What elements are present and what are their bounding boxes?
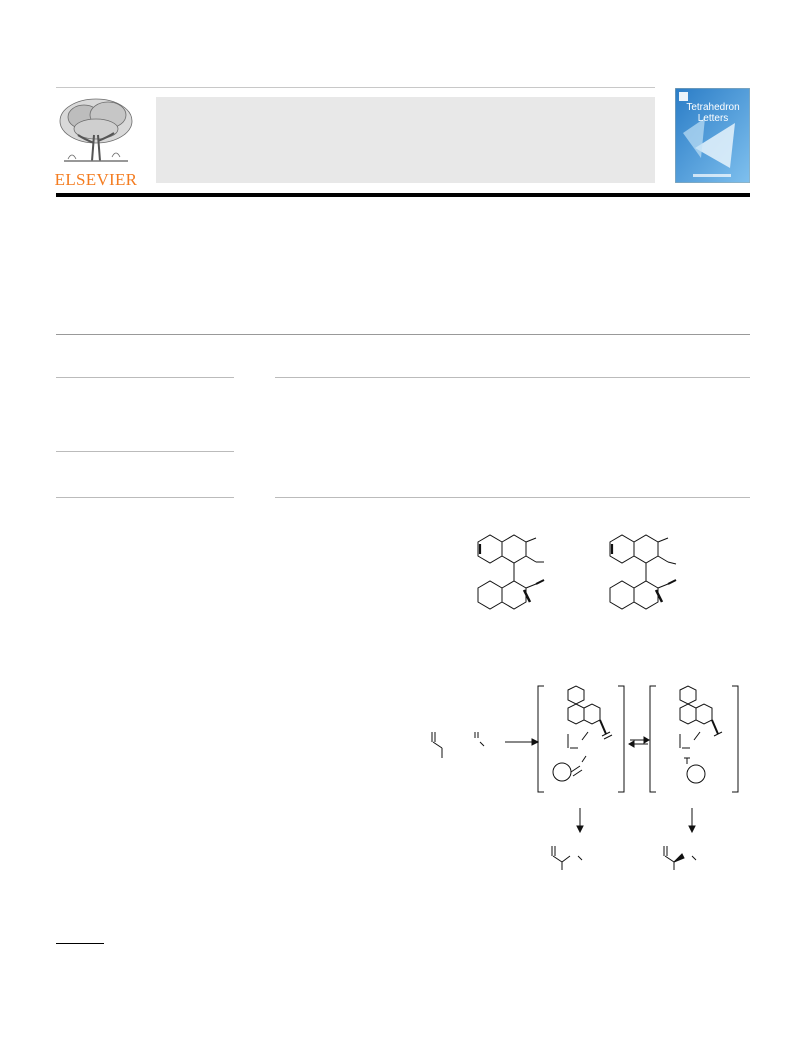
journal-banner: [156, 97, 655, 183]
article-info-rule-2: [56, 451, 234, 452]
abstract-top-rule: [275, 377, 750, 378]
binaphthyl-structures: [460, 528, 720, 618]
publisher-logo: [54, 95, 138, 167]
title-bottom-rule: [56, 334, 750, 335]
top-rule: [56, 87, 655, 88]
tree-logo-icon: [54, 95, 138, 167]
article-info-rule-1: [56, 377, 234, 378]
header-thick-rule: [56, 193, 750, 197]
journal-cover[interactable]: [675, 88, 750, 183]
journal-cover-title: Tetrahedron Letters: [686, 102, 740, 124]
publisher-name: ELSEVIER: [54, 170, 138, 189]
article-info-rule-3: [56, 497, 234, 498]
abstract-bottom-rule: [275, 497, 750, 498]
reaction-scheme: [420, 680, 750, 880]
footnote-rule: [56, 943, 104, 944]
